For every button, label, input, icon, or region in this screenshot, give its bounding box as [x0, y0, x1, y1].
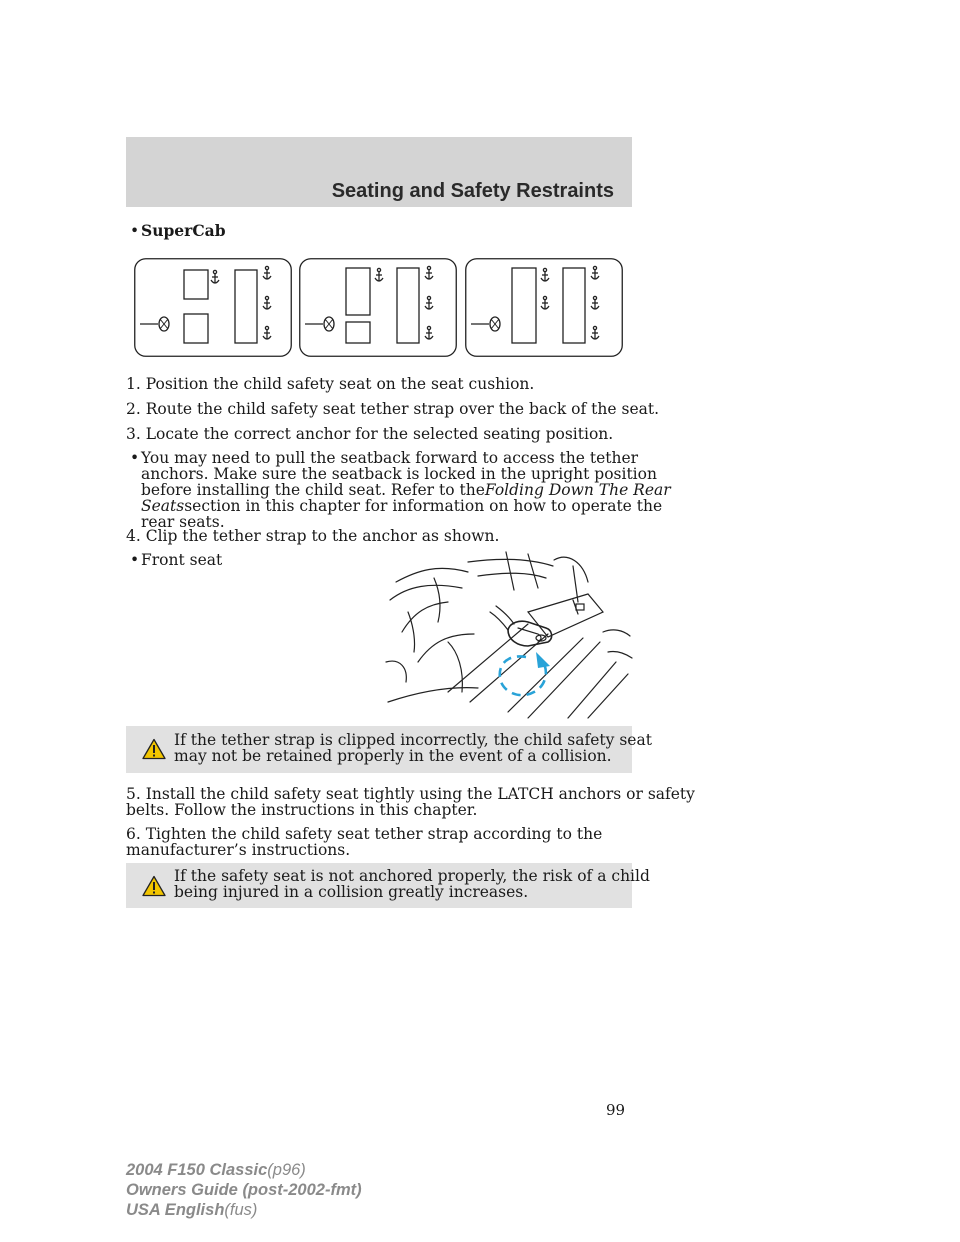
section-reference-cont: Seats	[141, 497, 185, 515]
bullet-line-3	[141, 482, 671, 498]
warning-line-2: being injured in a collision greatly increases.	[174, 883, 529, 901]
bullet: •	[130, 222, 140, 240]
warning-icon	[142, 738, 166, 760]
bullet-line-5: rear seats.	[141, 513, 225, 531]
seat-diagram-1	[134, 258, 292, 357]
section-title: Seating and Safety Restraints	[331, 180, 614, 202]
footer	[126, 1160, 362, 1220]
bullet-line-2: anchors. Make sure the seatback is locked in the upright position	[141, 465, 657, 483]
bullet: •	[130, 449, 140, 467]
step-5-line-1: 5. Install the child safety seat tightly using the LATCH anchors or safety	[126, 785, 695, 803]
footer-line-1	[126, 1160, 362, 1180]
step-4: 4. Clip the tether strap to the anchor as shown.	[126, 527, 500, 545]
bullet-line-1: You may need to pull the seatback forward to access the tether	[141, 449, 639, 467]
tether-anchor-illustration	[378, 542, 633, 720]
warning-box	[126, 863, 650, 908]
supercab-label: SuperCab	[141, 221, 226, 240]
step-5-line-2: belts. Follow the instructions in this chapter.	[126, 801, 478, 819]
warning-box	[126, 726, 652, 773]
section-reference: Folding Down The Rear	[484, 481, 671, 499]
warning-line-1: If the tether strap is clipped incorrectly, the child safety seat	[174, 731, 652, 749]
seat-diagram-2	[299, 258, 457, 357]
step-3: 3. Locate the correct anchor for the selected seating position.	[126, 425, 614, 443]
step-6-line-1: 6. Tighten the child safety seat tether strap according to the	[126, 825, 603, 843]
step-2: 2. Route the child safety seat tether strap over the back of the seat.	[126, 400, 660, 418]
page-number: 99	[606, 1101, 626, 1119]
page-code: (p96)	[267, 1161, 306, 1179]
model-name: 2004 F150 Classic	[126, 1161, 268, 1179]
bullet-line-4-text: section in this chapter for information on how to operate the	[184, 497, 663, 515]
step-6-line-2: manufacturer’s instructions.	[126, 841, 351, 859]
section-header	[126, 137, 632, 207]
front-seat-label: Front seat	[141, 551, 223, 569]
footer-line-3	[126, 1200, 362, 1220]
bullet-line-3-text: before installing the child seat. Refer to the	[141, 481, 485, 499]
bullet-line-4	[141, 498, 662, 514]
warning-line-1: If the safety seat is not anchored properly, the risk of a child	[174, 867, 650, 885]
language: USA English	[126, 1201, 225, 1219]
seat-diagram-3	[465, 258, 623, 357]
bullet: •	[130, 551, 140, 569]
warning-line-2: may not be retained properly in the event of a collision.	[174, 747, 612, 765]
footer-line-2: Owners Guide (post-2002-fmt)	[126, 1181, 362, 1199]
warning-icon	[142, 875, 166, 897]
language-code: (fus)	[224, 1201, 258, 1219]
step-1: 1. Position the child safety seat on the seat cushion.	[126, 375, 535, 393]
